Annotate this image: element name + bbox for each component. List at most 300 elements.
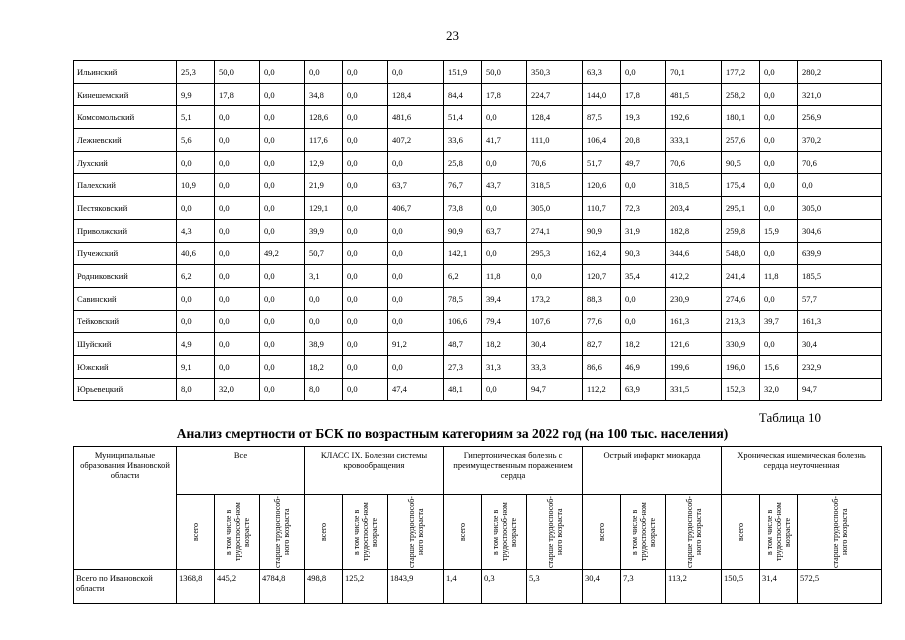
value-cell: 274,1 (527, 219, 583, 242)
subheader-label: в том числе в трудоспособ-ном возрасте (490, 502, 518, 562)
value-cell: 5,1 (177, 106, 215, 129)
value-cell: 330,9 (722, 333, 760, 356)
value-cell: 0,0 (343, 106, 388, 129)
value-cell: 0,0 (260, 61, 305, 84)
value-cell: 203,4 (666, 197, 722, 220)
summary-table-body (74, 570, 882, 604)
subheader-cell (527, 495, 583, 570)
subheader-cell (482, 495, 527, 570)
value-cell: 4,3 (177, 219, 215, 242)
region-column-header: Муниципальные образования Ивановской области (74, 447, 177, 570)
value-cell: 10,9 (177, 174, 215, 197)
value-cell: 144,0 (583, 83, 621, 106)
value-cell: 34,8 (305, 83, 343, 106)
value-cell: 0,0 (388, 61, 444, 84)
subheader-label: всего (458, 522, 468, 541)
value-cell: 224,7 (527, 83, 583, 106)
value-cell: 31,9 (621, 219, 666, 242)
value-cell: 125,2 (343, 570, 388, 604)
value-cell: 213,3 (722, 310, 760, 333)
region-name-cell: Лухский (74, 151, 177, 174)
subheader-cell (177, 495, 215, 570)
value-cell: 0,0 (343, 287, 388, 310)
table-row (74, 570, 882, 604)
value-cell: 50,0 (482, 61, 527, 84)
value-cell: 0,3 (482, 570, 527, 604)
value-cell: 0,0 (343, 355, 388, 378)
value-cell: 180,1 (722, 106, 760, 129)
value-cell: 0,0 (343, 83, 388, 106)
value-cell: 0,0 (215, 355, 260, 378)
value-cell: 4784,8 (260, 570, 305, 604)
value-cell: 18,2 (305, 355, 343, 378)
value-cell: 0,0 (215, 287, 260, 310)
value-cell: 48,7 (444, 333, 482, 356)
value-cell: 43,7 (482, 174, 527, 197)
value-cell: 112,2 (583, 378, 621, 401)
subheader-cell (583, 495, 621, 570)
value-cell: 0,0 (760, 242, 798, 265)
region-name-cell: Южский (74, 355, 177, 378)
value-cell: 0,0 (177, 151, 215, 174)
value-cell: 94,7 (527, 378, 583, 401)
value-cell: 230,9 (666, 287, 722, 310)
subheader-label: старше трудоспособ-ного возраста (406, 496, 425, 568)
value-cell: 63,3 (583, 61, 621, 84)
value-cell: 110,7 (583, 197, 621, 220)
value-cell: 87,5 (583, 106, 621, 129)
value-cell: 0,0 (260, 106, 305, 129)
value-cell: 0,0 (260, 151, 305, 174)
value-cell: 0,0 (305, 61, 343, 84)
value-cell: 117,6 (305, 129, 343, 152)
value-cell: 15,9 (760, 219, 798, 242)
value-cell: 481,5 (666, 83, 722, 106)
subheader-cell (260, 495, 305, 570)
value-cell: 70,6 (527, 151, 583, 174)
value-cell: 107,6 (527, 310, 583, 333)
value-cell: 11,8 (482, 265, 527, 288)
value-cell: 120,6 (583, 174, 621, 197)
value-cell: 406,7 (388, 197, 444, 220)
value-cell: 445,2 (215, 570, 260, 604)
value-cell: 39,4 (482, 287, 527, 310)
value-cell: 3,1 (305, 265, 343, 288)
value-cell: 192,6 (666, 106, 722, 129)
table-row (74, 333, 882, 356)
value-cell: 0,0 (260, 310, 305, 333)
value-cell: 0,0 (215, 265, 260, 288)
value-cell: 370,2 (798, 129, 882, 152)
value-cell: 0,0 (215, 106, 260, 129)
value-cell: 77,6 (583, 310, 621, 333)
value-cell: 177,2 (722, 61, 760, 84)
value-cell: 86,6 (583, 355, 621, 378)
value-cell: 0,0 (260, 174, 305, 197)
table-row (74, 106, 882, 129)
value-cell: 113,2 (666, 570, 722, 604)
group-header: Гипертоническая болезнь с преимущественным поражением сердца (444, 447, 583, 495)
value-cell: 0,0 (343, 242, 388, 265)
value-cell: 305,0 (527, 197, 583, 220)
value-cell: 90,9 (444, 219, 482, 242)
value-cell: 0,0 (760, 61, 798, 84)
value-cell: 32,0 (215, 378, 260, 401)
value-cell: 481,6 (388, 106, 444, 129)
value-cell: 344,6 (666, 242, 722, 265)
subheader-label: старше трудоспособ-ного возраста (684, 496, 703, 568)
subheader-cell (388, 495, 444, 570)
value-cell: 0,0 (343, 197, 388, 220)
value-cell: 318,5 (666, 174, 722, 197)
value-cell: 63,7 (482, 219, 527, 242)
value-cell: 161,3 (666, 310, 722, 333)
regional-table-body (74, 61, 882, 401)
subheader-label: старше трудоспособ-ного возраста (545, 496, 564, 568)
value-cell: 31,3 (482, 355, 527, 378)
value-cell: 7,3 (621, 570, 666, 604)
value-cell: 0,0 (343, 265, 388, 288)
value-cell: 0,0 (760, 83, 798, 106)
value-cell: 33,3 (527, 355, 583, 378)
value-cell: 0,0 (215, 310, 260, 333)
value-cell: 8,0 (305, 378, 343, 401)
value-cell: 232,9 (798, 355, 882, 378)
value-cell: 182,8 (666, 219, 722, 242)
value-cell: 0,0 (177, 310, 215, 333)
subheader-label: старше трудоспособ-ного возраста (830, 496, 849, 568)
value-cell: 129,1 (305, 197, 343, 220)
value-cell: 35,4 (621, 265, 666, 288)
value-cell: 0,0 (343, 310, 388, 333)
value-cell: 0,0 (388, 355, 444, 378)
value-cell: 0,0 (343, 61, 388, 84)
value-cell: 70,6 (666, 151, 722, 174)
value-cell: 25,3 (177, 61, 215, 84)
value-cell: 0,0 (621, 61, 666, 84)
value-cell: 17,8 (482, 83, 527, 106)
value-cell: 161,3 (798, 310, 882, 333)
value-cell: 11,8 (760, 265, 798, 288)
value-cell: 0,0 (760, 333, 798, 356)
table-number: Таблица 10 (758, 410, 821, 425)
value-cell: 0,0 (305, 310, 343, 333)
value-cell: 0,0 (482, 151, 527, 174)
value-cell: 0,0 (260, 265, 305, 288)
value-cell: 18,2 (621, 333, 666, 356)
value-cell: 173,2 (527, 287, 583, 310)
value-cell: 0,0 (388, 151, 444, 174)
value-cell: 9,1 (177, 355, 215, 378)
value-cell: 498,8 (305, 570, 343, 604)
value-cell: 196,0 (722, 355, 760, 378)
subheader-cell (722, 495, 760, 570)
value-cell: 152,3 (722, 378, 760, 401)
region-name-cell: Комсомольский (74, 106, 177, 129)
value-cell: 63,9 (621, 378, 666, 401)
value-cell: 0,0 (215, 333, 260, 356)
value-cell: 82,7 (583, 333, 621, 356)
region-name-cell: Пестяковский (74, 197, 177, 220)
value-cell: 305,0 (798, 197, 882, 220)
value-cell: 106,4 (583, 129, 621, 152)
value-cell: 0,0 (760, 129, 798, 152)
value-cell: 185,5 (798, 265, 882, 288)
value-cell: 78,5 (444, 287, 482, 310)
value-cell: 27,3 (444, 355, 482, 378)
table-title: Анализ смертности от БСК по возрастным категориям за 2022 год (на 100 тыс. населения) (176, 426, 729, 441)
value-cell: 0,0 (260, 355, 305, 378)
value-cell: 175,4 (722, 174, 760, 197)
value-cell: 0,0 (388, 310, 444, 333)
value-cell: 1368,8 (177, 570, 215, 604)
value-cell: 572,5 (798, 570, 882, 604)
value-cell: 0,0 (388, 265, 444, 288)
value-cell: 1,4 (444, 570, 482, 604)
value-cell: 0,0 (305, 287, 343, 310)
value-cell: 51,7 (583, 151, 621, 174)
value-cell: 0,0 (260, 333, 305, 356)
value-cell: 17,8 (215, 83, 260, 106)
subheader-label: всего (736, 522, 746, 541)
table-row (74, 174, 882, 197)
value-cell: 0,0 (177, 197, 215, 220)
value-cell: 0,0 (760, 174, 798, 197)
value-cell: 33,6 (444, 129, 482, 152)
value-cell: 639,9 (798, 242, 882, 265)
value-cell: 6,2 (444, 265, 482, 288)
value-cell: 6,2 (177, 265, 215, 288)
subheader-cell (666, 495, 722, 570)
value-cell: 73,8 (444, 197, 482, 220)
page-number: 23 (446, 28, 459, 43)
value-cell: 90,5 (722, 151, 760, 174)
value-cell: 199,6 (666, 355, 722, 378)
regional-table (73, 60, 882, 401)
value-cell: 121,6 (666, 333, 722, 356)
value-cell: 0,0 (482, 197, 527, 220)
value-cell: 8,0 (177, 378, 215, 401)
value-cell: 72,3 (621, 197, 666, 220)
value-cell: 120,7 (583, 265, 621, 288)
value-cell: 0,0 (215, 129, 260, 152)
value-cell: 0,0 (621, 287, 666, 310)
region-name-cell: Савинский (74, 287, 177, 310)
value-cell: 0,0 (215, 174, 260, 197)
value-cell: 4,9 (177, 333, 215, 356)
value-cell: 280,2 (798, 61, 882, 84)
value-cell: 0,0 (343, 219, 388, 242)
value-cell: 19,3 (621, 106, 666, 129)
subheader-label: всего (319, 522, 328, 541)
value-cell: 0,0 (760, 287, 798, 310)
table-row (74, 265, 882, 288)
value-cell: 295,1 (722, 197, 760, 220)
value-cell: 407,2 (388, 129, 444, 152)
value-cell: 39,9 (305, 219, 343, 242)
value-cell: 46,9 (621, 355, 666, 378)
value-cell: 142,1 (444, 242, 482, 265)
group-header: Все (177, 447, 305, 495)
value-cell: 0,0 (215, 242, 260, 265)
value-cell: 30,4 (798, 333, 882, 356)
table-row (74, 242, 882, 265)
value-cell: 76,7 (444, 174, 482, 197)
value-cell: 0,0 (388, 242, 444, 265)
value-cell: 548,0 (722, 242, 760, 265)
region-name-cell: Палехский (74, 174, 177, 197)
value-cell: 70,1 (666, 61, 722, 84)
subheader-label: в том числе в трудоспособ-ном возрасте (629, 502, 657, 562)
value-cell: 63,7 (388, 174, 444, 197)
value-cell: 5,6 (177, 129, 215, 152)
region-name-cell: Приволжский (74, 219, 177, 242)
value-cell: 321,0 (798, 83, 882, 106)
value-cell: 32,0 (760, 378, 798, 401)
value-cell: 38,9 (305, 333, 343, 356)
value-cell: 0,0 (343, 129, 388, 152)
region-name-cell: Кинешемский (74, 83, 177, 106)
subheader-cell (760, 495, 798, 570)
value-cell: 70,6 (798, 151, 882, 174)
table-row (74, 355, 882, 378)
value-cell: 0,0 (482, 106, 527, 129)
value-cell: 0,0 (260, 287, 305, 310)
table-row (74, 197, 882, 220)
subheader-cell (444, 495, 482, 570)
value-cell: 0,0 (482, 378, 527, 401)
subheader-label: всего (597, 522, 607, 541)
value-cell: 0,0 (343, 378, 388, 401)
value-cell: 128,4 (527, 106, 583, 129)
subheader-label: старше трудоспособ-ного возраста (273, 496, 291, 568)
value-cell: 106,6 (444, 310, 482, 333)
table-row (74, 378, 882, 401)
value-cell: 40,6 (177, 242, 215, 265)
value-cell: 17,8 (621, 83, 666, 106)
region-name-cell: Ильинский (74, 61, 177, 84)
subheader-row (74, 495, 882, 570)
value-cell: 256,9 (798, 106, 882, 129)
value-cell: 49,2 (260, 242, 305, 265)
region-name-cell: Лежневский (74, 129, 177, 152)
value-cell: 0,0 (798, 174, 882, 197)
value-cell: 0,0 (527, 265, 583, 288)
table-row (74, 151, 882, 174)
value-cell: 57,7 (798, 287, 882, 310)
value-cell: 30,4 (583, 570, 621, 604)
value-cell: 0,0 (482, 242, 527, 265)
group-header: Хроническая ишемическая болезнь сердца неуточненная (722, 447, 882, 495)
value-cell: 5,3 (527, 570, 583, 604)
value-cell: 31,4 (760, 570, 798, 604)
value-cell: 0,0 (215, 219, 260, 242)
value-cell: 0,0 (621, 310, 666, 333)
value-cell: 39,7 (760, 310, 798, 333)
value-cell: 0,0 (215, 151, 260, 174)
value-cell: 259,8 (722, 219, 760, 242)
value-cell: 295,3 (527, 242, 583, 265)
value-cell: 47,4 (388, 378, 444, 401)
subheader-label: в том числе в трудоспособ-ном возрасте (765, 502, 793, 562)
group-header-row (74, 447, 882, 495)
value-cell: 350,3 (527, 61, 583, 84)
value-cell: 0,0 (260, 83, 305, 106)
value-cell: 50,7 (305, 242, 343, 265)
subheader-cell (621, 495, 666, 570)
value-cell: 304,6 (798, 219, 882, 242)
table-row (74, 129, 882, 152)
subheader-cell (305, 495, 343, 570)
value-cell: 21,9 (305, 174, 343, 197)
subheader-cell (215, 495, 260, 570)
subheader-cell (343, 495, 388, 570)
value-cell: 50,0 (215, 61, 260, 84)
value-cell: 91,2 (388, 333, 444, 356)
summary-table (73, 446, 882, 604)
value-cell: 0,0 (388, 219, 444, 242)
value-cell: 0,0 (260, 378, 305, 401)
group-header: КЛАСС IX. Болезни системы кровообращения (305, 447, 444, 495)
region-name-cell: Шуйский (74, 333, 177, 356)
value-cell: 15,6 (760, 355, 798, 378)
value-cell: 20,8 (621, 129, 666, 152)
region-name-cell: Родниковский (74, 265, 177, 288)
value-cell: 84,4 (444, 83, 482, 106)
value-cell: 128,6 (305, 106, 343, 129)
value-cell: 0,0 (260, 197, 305, 220)
table-row (74, 83, 882, 106)
value-cell: 90,9 (583, 219, 621, 242)
value-cell: 94,7 (798, 378, 882, 401)
subheader-label: в том числе в трудоспособ-ном возрасте (351, 502, 379, 562)
value-cell: 12,9 (305, 151, 343, 174)
value-cell: 88,3 (583, 287, 621, 310)
value-cell: 333,1 (666, 129, 722, 152)
value-cell: 1843,9 (388, 570, 444, 604)
table-row (74, 219, 882, 242)
table-row (74, 61, 882, 84)
value-cell: 258,2 (722, 83, 760, 106)
value-cell: 0,0 (343, 151, 388, 174)
value-cell: 25,8 (444, 151, 482, 174)
value-cell: 48,1 (444, 378, 482, 401)
value-cell: 0,0 (760, 151, 798, 174)
region-name-cell: Юрьевецкий (74, 378, 177, 401)
value-cell: 51,4 (444, 106, 482, 129)
value-cell: 41,7 (482, 129, 527, 152)
value-cell: 0,0 (760, 106, 798, 129)
value-cell: 162,4 (583, 242, 621, 265)
value-cell: 79,4 (482, 310, 527, 333)
value-cell: 49,7 (621, 151, 666, 174)
region-name-cell: Тейковский (74, 310, 177, 333)
value-cell: 0,0 (760, 197, 798, 220)
subheader-label: всего (191, 522, 200, 541)
value-cell: 318,5 (527, 174, 583, 197)
value-cell: 0,0 (177, 287, 215, 310)
value-cell: 90,3 (621, 242, 666, 265)
region-name-cell: Всего по Ивановской области (74, 570, 177, 604)
value-cell: 0,0 (343, 333, 388, 356)
value-cell: 111,0 (527, 129, 583, 152)
value-cell: 150,5 (722, 570, 760, 604)
value-cell: 128,4 (388, 83, 444, 106)
value-cell: 0,0 (260, 219, 305, 242)
value-cell: 0,0 (621, 174, 666, 197)
value-cell: 257,6 (722, 129, 760, 152)
value-cell: 9,9 (177, 83, 215, 106)
